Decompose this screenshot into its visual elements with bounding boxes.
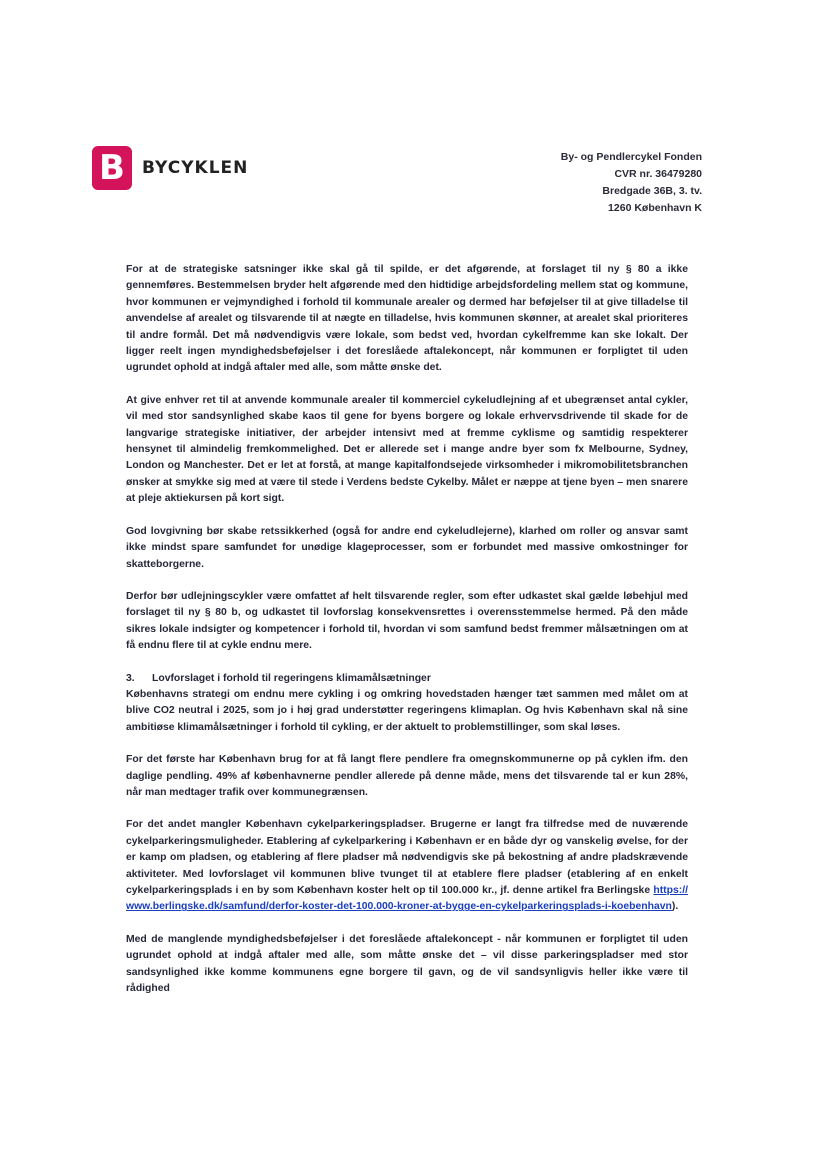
paragraph: God lovgivning bør skabe retssikkerhed (også for andre end cykeludlejerne), klarhed om roller og ansvar samt ikke mindst spare samfundet for unødige klageprocesser, som er forbundet med massive omkostninger for skatteborgerne. [126, 525, 688, 570]
section-title: Lovforslaget i forhold til regeringens klimamålsætninger [152, 672, 431, 684]
parking-text-end: ). [671, 901, 679, 913]
paragraph: Med de manglende myndighedsbeføjelser i det foreslåede aftalekoncept - når kommunen er forpligtet til uden ugrundet ophold at indgå aftaler med alle, som måtte ønske det – vil disse parkeringspladser med stor sandsynlighed ikke komme kommunens egne borgere til gavn, og de vil sandsynligvis heller ikke være til rådighed [126, 933, 688, 995]
paragraph: At give enhver ret til at anvende kommunale arealer til kommerciel cykeludlejning af et ubegrænset antal cykler, vil med stor sandsynlighed skabe kaos til gene for byens borgere og lokale erhvervsdrivende til skade for de langvarige strategiske initiativer, der arbejder intensivt med at fremme cyklisme og samtidig respekterer hensynet til almindelig fremkommelighed. Det er allerede set i mange andre byer som fx Melbourne, Sydney, London og Manchester. Det er let at forstå, at mange kapitalfondsejede virksomheder i mikromobilitetsbranchen ønsker at smykke sig med at være til stede i Verdens bedste Cykelby. Målet er næppe at tjene byen – men snarere at pleje aktiekursen på kort sigt. [126, 394, 688, 505]
berlingske-article-link[interactable]: https://www.berlingske.dk/samfund/derfor-koster-det-100.000-kroner-at-bygge-en-cykelparkeringsplads-i-koebenhavn [126, 885, 688, 913]
paragraph: For det første har København brug for at få langt flere pendlere fra omegnskommunerne op på cyklen ifm. den daglige pendling. 49% af københavnerne pendler allerede på denne måde, mens det tilsvarende tal er kun 28%, når man medtager trafik over kommunegrænsen. [126, 754, 688, 798]
paragraph: Derfor bør udlejningscykler være omfattet af helt tilsvarende regler, som efter udkastet skal gælde løbehjul med forslaget til ny § 80 b, og udkastet til lovforslag konsekvensrettes i overensstemmelse hermed. På den måde sikres lokale indsigter og kompetencer i forhold til, hvordan vi som samfund bedst fremmer målsætningen om at få endnu flere til at cykle endnu mere. [126, 590, 688, 652]
address-line: CVR nr. 36479280 [614, 168, 702, 180]
bycyklen-logo [92, 146, 248, 190]
sender-address [561, 149, 702, 217]
logo-letter: B [99, 148, 125, 188]
parking-text: For det andet mangler København cykelparkeringspladser. Brugerne er langt fra tilfredse med de nuværende cykelparkeringsmuligheder. Etablering af cykelparkering i København er en både dyr og vanskelig øvelse, for der er kamp om pladsen, og etablering af flere pladser må nødvendigvis ske på bekostning af andre pladskrævende aktiviteter. Med lovforslaget vil kommunen blive tvunget til at etablere flere pladser (etablering af en enkelt cykelparkeringsplads i en by som København koster helt op til 100.000 kr., jf. denne artikel fra Berlingske [126, 819, 688, 896]
parking-paragraph [126, 817, 688, 915]
section-heading [126, 671, 688, 687]
letter-body [126, 262, 688, 1013]
section-paragraph: Københavns strategi om endnu mere cykling i og omkring hovedstaden hænger tæt sammen med målet om at blive CO2 neutral i 2025, som jo i høj grad understøtter regeringens klimaplan. Og hvis København skal nå sine ambitiøse klimamålsætninger i forhold til cykling, er der aktuelt to problemstillinger, som skal løses. [126, 688, 688, 733]
paragraph: For at de strategiske satsninger ikke skal gå til spilde, er det afgørende, at forslaget til ny § 80 a ikke gennemføres. Bestemmelsen bryder helt afgørende med den hidtidige arbejdsfordeling mellem stat og kommune, hvor kommunen er vejmyndighed i forhold til kommunale arealer og dermed har beføjelser til at give tilladelse til anvendelse af arealet og tilsvarende til at nægte en tilladelse, hvis kommunen skønner, at arealet skal prioriteres til andre formål. Det må nødvendigvis være lokale, som bedst ved, hvordan cykelfremme kan ske lokalt. Der ligger reelt ingen myndighedsbeføjelser i det foreslåede aftalekoncept, når kommunen er forpligtet til uden ugrundet ophold at indgå aftaler med alle, som måtte ønske det. [126, 264, 688, 374]
logo-mark [92, 146, 132, 190]
section-number: 3. [126, 672, 135, 684]
logo-wordmark: BYCYKLEN [142, 158, 249, 178]
address-line: By- og Pendlercykel Fonden [560, 151, 702, 163]
address-line: Bredgade 36B, 3. tv. [602, 185, 702, 197]
address-line: 1260 København K [608, 202, 702, 214]
